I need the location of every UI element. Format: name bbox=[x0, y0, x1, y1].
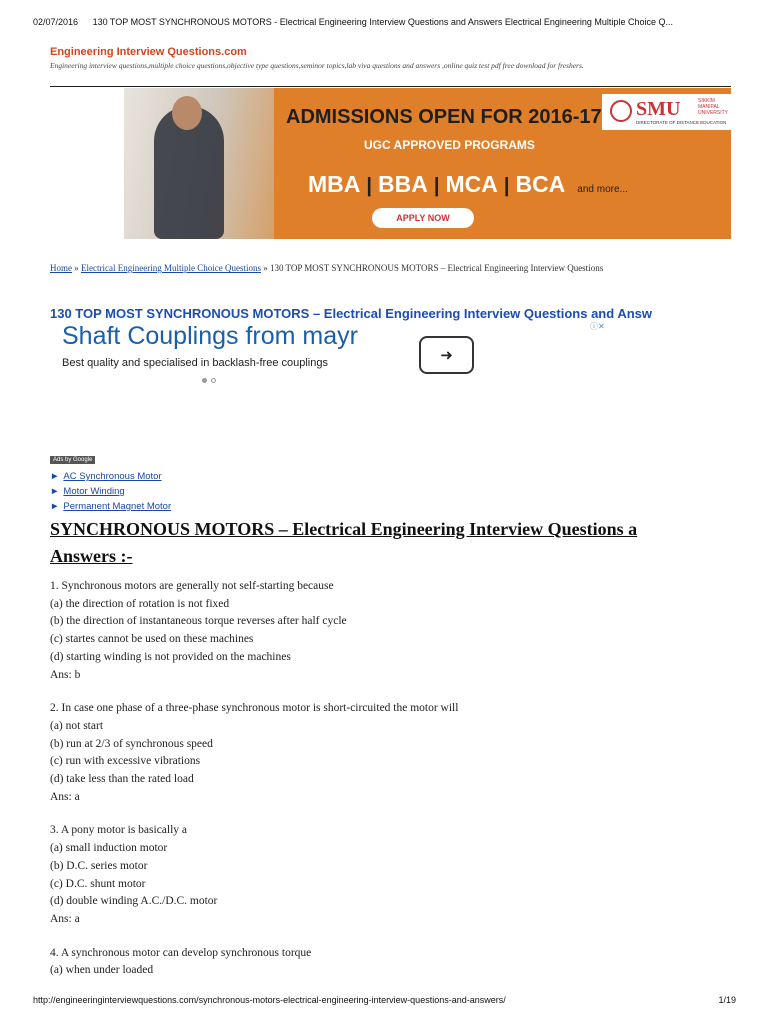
question-option: (c) D.C. shunt motor bbox=[50, 877, 146, 890]
site-title[interactable]: Engineering Interview Questions.com bbox=[50, 46, 247, 58]
banner-logo-university: SIKKIM MANIPAL UNIVERSITY bbox=[698, 98, 729, 116]
banner-photo bbox=[124, 88, 274, 239]
question-item bbox=[50, 578, 732, 684]
banner-program-separator: | bbox=[503, 175, 510, 197]
triangle-right-icon: ► bbox=[50, 501, 60, 512]
ad-link-label: AC Synchronous Motor bbox=[63, 471, 162, 482]
question-option: (d) double winding A.C./D.C. motor bbox=[50, 895, 218, 908]
question-text: 3. A pony motor is basically a bbox=[50, 824, 188, 837]
question-item bbox=[50, 822, 732, 928]
question-list bbox=[50, 578, 732, 996]
ad-arrow-button[interactable] bbox=[419, 336, 474, 374]
print-footer bbox=[33, 995, 736, 1005]
banner-person-head bbox=[172, 96, 202, 130]
ad-link[interactable] bbox=[50, 484, 171, 499]
print-header bbox=[33, 17, 753, 27]
question-option: (b) D.C. series motor bbox=[50, 859, 148, 872]
header-divider bbox=[50, 86, 731, 87]
print-date: 02/07/2016 bbox=[33, 17, 79, 27]
question-option: (d) starting winding is not provided on the machines bbox=[50, 650, 291, 663]
ad-description: Best quality and specialised in backlash-free couplings bbox=[62, 357, 328, 369]
question-option: (d) take less than the rated load bbox=[50, 773, 194, 786]
question-option: (a) small induction motor bbox=[50, 842, 168, 855]
question-item bbox=[50, 945, 732, 980]
question-answer: Ans: a bbox=[50, 790, 80, 803]
section-heading bbox=[50, 516, 740, 570]
question-text: 1. Synchronous motors are generally not self-starting because bbox=[50, 580, 334, 592]
breadcrumb-current: 130 TOP MOST SYNCHRONOUS MOTORS – Electrical Engineering Interview Questions bbox=[269, 263, 604, 273]
text-ad[interactable] bbox=[50, 322, 612, 412]
triangle-right-icon: ► bbox=[50, 471, 60, 482]
section-heading-line: Answers :- bbox=[50, 546, 133, 566]
banner-program: BCA bbox=[515, 171, 566, 197]
question-option: (b) the direction of instantaneous torque reverses after half cycle bbox=[50, 615, 347, 628]
question-answer: Ans: b bbox=[50, 668, 81, 681]
breadcrumb-home-link[interactable]: Home bbox=[50, 263, 72, 273]
banner-logo-box bbox=[602, 94, 731, 130]
banner-programs bbox=[308, 171, 628, 198]
banner-program-separator: | bbox=[433, 175, 440, 197]
print-page-number: 1/19 bbox=[718, 995, 736, 1005]
question-text: 2. In case one phase of a three-phase synchronous motor is short-circuited the motor will bbox=[50, 702, 459, 715]
arrow-right-icon: ➜ bbox=[440, 346, 453, 364]
question-text: 4. A synchronous motor can develop synchronous torque bbox=[50, 946, 312, 959]
site-tagline: Engineering interview questions,multiple choice questions,objective type questions,seminor topics,lab viva questions and answers ,online quiz test pdf free download for freshers. bbox=[50, 61, 584, 70]
ad-carousel-dots bbox=[202, 378, 216, 383]
question-option: (a) the direction of rotation is not fixed bbox=[50, 597, 230, 610]
question-option: (c) run with excessive vibrations bbox=[50, 755, 201, 768]
banner-subheadline: UGC APPROVED PROGRAMS bbox=[364, 138, 535, 152]
breadcrumb bbox=[50, 263, 732, 273]
section-heading-line: SYNCHRONOUS MOTORS – Electrical Engineering Interview Questions a bbox=[50, 519, 638, 539]
ads-by-google-label: Ads by Google bbox=[50, 456, 95, 464]
breadcrumb-separator: » bbox=[74, 263, 79, 273]
banner-program: MCA bbox=[445, 171, 498, 197]
ad-link[interactable] bbox=[50, 469, 171, 484]
ad-link-list bbox=[50, 469, 171, 514]
banner-program: MBA bbox=[308, 171, 361, 197]
question-item bbox=[50, 700, 732, 806]
ad-link-label: Motor Winding bbox=[63, 486, 125, 497]
apply-now-button[interactable]: APPLY NOW bbox=[372, 208, 474, 228]
banner-headline: ADMISSIONS OPEN FOR 2016-17 bbox=[286, 106, 602, 128]
ad-link-label: Permanent Magnet Motor bbox=[63, 501, 172, 512]
question-option: (b) run at 2/3 of synchronous speed bbox=[50, 737, 213, 750]
question-option: (a) when under loaded bbox=[50, 964, 154, 977]
carousel-dot-active[interactable] bbox=[202, 378, 207, 383]
banner-program: BBA bbox=[378, 171, 428, 197]
question-option: (a) not start bbox=[50, 719, 104, 732]
breadcrumb-separator: » bbox=[263, 263, 268, 273]
banner-program-separator: | bbox=[366, 175, 372, 197]
ad-choices-icon[interactable]: ⓘ✕ bbox=[590, 322, 605, 331]
banner-more: and more... bbox=[577, 184, 628, 195]
ad-headline[interactable]: Shaft Couplings from mayr bbox=[62, 322, 358, 350]
print-title: 130 TOP MOST SYNCHRONOUS MOTORS - Electrical Engineering Interview Questions and Answers Electrical Engineering Multiple Choice Q... bbox=[92, 17, 673, 27]
article-title: 130 TOP MOST SYNCHRONOUS MOTORS – Electrical Engineering Interview Questions and Answ bbox=[50, 306, 652, 321]
print-url: http://engineeringinterviewquestions.com/synchronous-motors-electrical-engineering-interview-questions-and-answers/ bbox=[33, 995, 506, 1005]
banner-logo-sub: DIRECTORATE OF DISTANCE EDUCATION bbox=[636, 120, 727, 125]
triangle-right-icon: ► bbox=[50, 486, 60, 497]
university-crest-icon bbox=[610, 100, 632, 122]
question-option: (c) startes cannot be used on these machines bbox=[50, 633, 254, 646]
ad-link[interactable] bbox=[50, 499, 171, 514]
breadcrumb-category-link[interactable]: Electrical Engineering Multiple Choice Questions bbox=[81, 263, 261, 273]
question-answer: Ans: a bbox=[50, 912, 80, 925]
banner-logo: SMU bbox=[636, 98, 681, 120]
ad-banner[interactable] bbox=[124, 88, 731, 239]
carousel-dot[interactable] bbox=[211, 378, 216, 383]
